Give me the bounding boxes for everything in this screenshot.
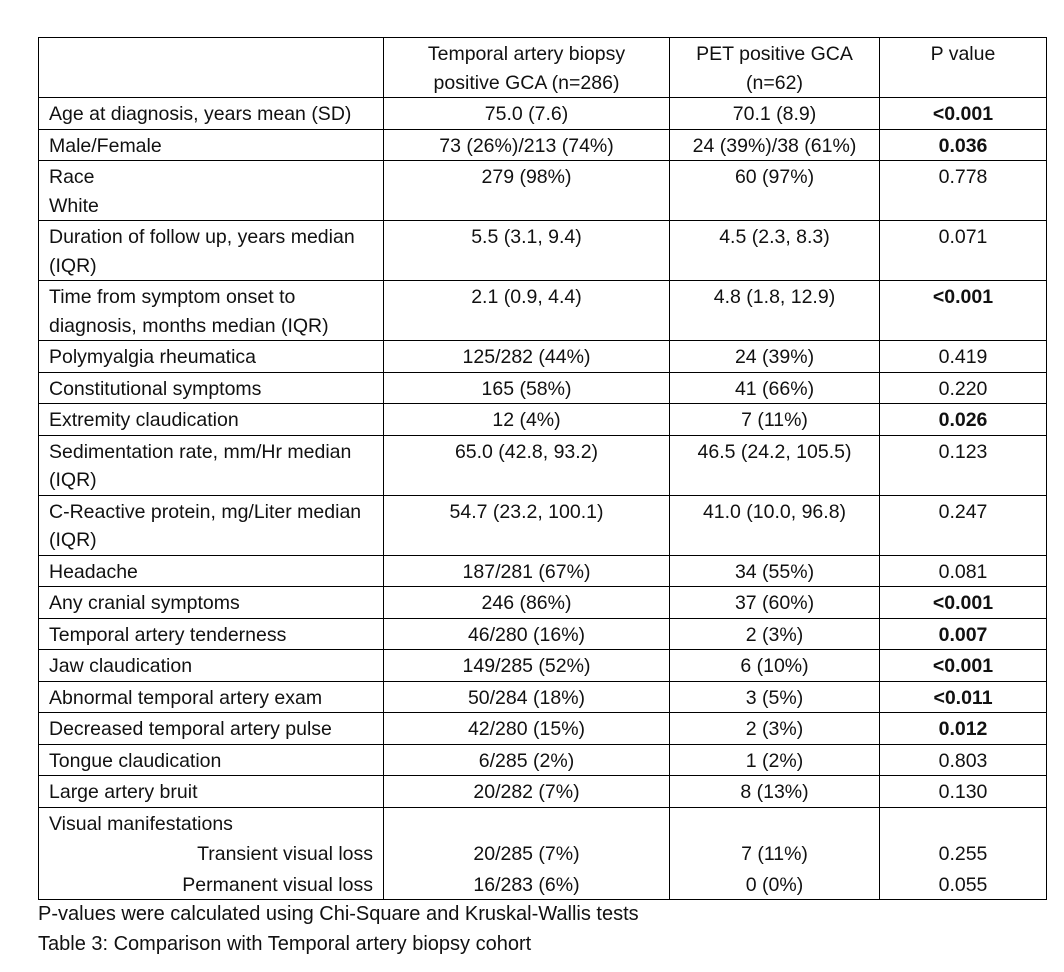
p-value-empty (880, 807, 1047, 838)
comparison-table-container (38, 37, 1046, 900)
biopsy-value: 125/282 (44%) (384, 341, 670, 373)
pet-value: 2 (3%) (670, 618, 880, 650)
pet-value: 8 (13%) (670, 776, 880, 808)
pet-value: 37 (60%) (670, 587, 880, 619)
p-value: 0.255 (880, 838, 1047, 869)
table-row (39, 618, 1047, 650)
pet-value: 60 (97%) (670, 161, 880, 221)
biopsy-value-empty (384, 807, 670, 838)
row-label: Jaw claudication (39, 650, 384, 682)
pet-value: 24 (39%)/38 (61%) (670, 129, 880, 161)
biopsy-value: 187/281 (67%) (384, 555, 670, 587)
table-footer (38, 899, 639, 959)
pet-value: 6 (10%) (670, 650, 880, 682)
row-label: Duration of follow up, years median (IQR) (39, 221, 384, 281)
p-value: 0.247 (880, 495, 1047, 555)
p-value: 0.026 (880, 404, 1047, 436)
table-header-row (39, 38, 1047, 98)
row-label: Abnormal temporal artery exam (39, 681, 384, 713)
p-value: 0.803 (880, 744, 1047, 776)
biopsy-value: 149/285 (52%) (384, 650, 670, 682)
row-label: Extremity claudication (39, 404, 384, 436)
row-label: Temporal artery tenderness (39, 618, 384, 650)
table-row (39, 129, 1047, 161)
pet-value: 34 (55%) (670, 555, 880, 587)
row-label: C-Reactive protein, mg/Liter median (IQR) (39, 495, 384, 555)
p-value: 0.081 (880, 555, 1047, 587)
biopsy-value: 54.7 (23.2, 100.1) (384, 495, 670, 555)
row-label: Decreased temporal artery pulse (39, 713, 384, 745)
footnote: P-values were calculated using Chi-Square and Kruskal-Wallis tests (38, 903, 639, 925)
pet-value: 0 (0%) (670, 869, 880, 900)
table-row (39, 650, 1047, 682)
row-label: Any cranial symptoms (39, 587, 384, 619)
pet-value: 2 (3%) (670, 713, 880, 745)
table-row (39, 713, 1047, 745)
pet-value: 1 (2%) (670, 744, 880, 776)
biopsy-value: 46/280 (16%) (384, 618, 670, 650)
header-p-line-1: P value (930, 43, 996, 65)
row-label-line: Race (49, 166, 95, 188)
header-pet-line-2: (n=62) (746, 71, 803, 94)
pet-value: 70.1 (8.9) (670, 98, 880, 130)
p-value: 0.007 (880, 618, 1047, 650)
row-label: Tongue claudication (39, 744, 384, 776)
table-row (39, 555, 1047, 587)
table-row (39, 341, 1047, 373)
header-biopsy-cohort (384, 38, 670, 98)
biopsy-value: 279 (98%) (384, 161, 670, 221)
biopsy-value: 75.0 (7.6) (384, 98, 670, 130)
table-body (39, 98, 1047, 900)
p-value: 0.419 (880, 341, 1047, 373)
p-value: 0.778 (880, 161, 1047, 221)
p-value: 0.123 (880, 435, 1047, 495)
table-row (39, 221, 1047, 281)
table-row (39, 98, 1047, 130)
biopsy-value: 16/283 (6%) (384, 869, 670, 900)
pet-value: 41 (66%) (670, 372, 880, 404)
p-value: <0.001 (880, 650, 1047, 682)
biopsy-value: 20/285 (7%) (384, 838, 670, 869)
p-value: 0.055 (880, 869, 1047, 900)
table-row (39, 587, 1047, 619)
pet-value: 3 (5%) (670, 681, 880, 713)
pet-value-empty (670, 807, 880, 838)
subrow-label: Transient visual loss (39, 838, 384, 869)
header-biopsy-line-1: Temporal artery biopsy (427, 43, 626, 65)
table-row (39, 281, 1047, 341)
table-row (39, 776, 1047, 808)
row-label: Time from symptom onset to diagnosis, months median (IQR) (39, 281, 384, 341)
table-row (39, 495, 1047, 555)
table-row-visual-group (39, 807, 1047, 838)
p-value: <0.001 (880, 98, 1047, 130)
p-value: <0.011 (880, 681, 1047, 713)
table-row (39, 404, 1047, 436)
row-label: Constitutional symptoms (39, 372, 384, 404)
row-label: Male/Female (39, 129, 384, 161)
biopsy-value: 73 (26%)/213 (74%) (384, 129, 670, 161)
table-row (39, 744, 1047, 776)
row-label: Polymyalgia rheumatica (39, 341, 384, 373)
header-pet-cohort (670, 38, 880, 98)
table-subrow (39, 869, 1047, 900)
table-row (39, 372, 1047, 404)
pet-value: 7 (11%) (670, 838, 880, 869)
pet-value: 46.5 (24.2, 105.5) (670, 435, 880, 495)
pet-value: 7 (11%) (670, 404, 880, 436)
pet-value: 4.8 (1.8, 12.9) (670, 281, 880, 341)
header-pet-line-1: PET positive GCA (696, 43, 853, 65)
p-value: 0.071 (880, 221, 1047, 281)
header-p-value (880, 38, 1047, 98)
biopsy-value: 5.5 (3.1, 9.4) (384, 221, 670, 281)
biopsy-value: 165 (58%) (384, 372, 670, 404)
pet-value: 41.0 (10.0, 96.8) (670, 495, 880, 555)
p-value: <0.001 (880, 281, 1047, 341)
biopsy-value: 65.0 (42.8, 93.2) (384, 435, 670, 495)
table-subrow (39, 838, 1047, 869)
row-label: Age at diagnosis, years mean (SD) (39, 98, 384, 130)
p-value: <0.001 (880, 587, 1047, 619)
biopsy-value: 20/282 (7%) (384, 776, 670, 808)
row-label (39, 161, 384, 221)
biopsy-value: 246 (86%) (384, 587, 670, 619)
subrow-label: Permanent visual loss (39, 869, 384, 900)
header-biopsy-line-2: positive GCA (n=286) (433, 71, 620, 94)
biopsy-value: 6/285 (2%) (384, 744, 670, 776)
biopsy-value: 12 (4%) (384, 404, 670, 436)
table-row (39, 161, 1047, 221)
row-label: Headache (39, 555, 384, 587)
pet-value: 4.5 (2.3, 8.3) (670, 221, 880, 281)
table-caption: Table 3: Comparison with Temporal artery biopsy cohort (38, 933, 532, 955)
p-value: 0.012 (880, 713, 1047, 745)
row-label-line: White (49, 194, 99, 217)
comparison-table (38, 37, 1047, 900)
pet-value: 24 (39%) (670, 341, 880, 373)
row-label: Large artery bruit (39, 776, 384, 808)
header-empty (39, 38, 384, 98)
biopsy-value: 42/280 (15%) (384, 713, 670, 745)
row-label: Visual manifestations (39, 807, 384, 838)
biopsy-value: 50/284 (18%) (384, 681, 670, 713)
row-label: Sedimentation rate, mm/Hr median (IQR) (39, 435, 384, 495)
table-row (39, 435, 1047, 495)
table-row (39, 681, 1047, 713)
p-value: 0.220 (880, 372, 1047, 404)
biopsy-value: 2.1 (0.9, 4.4) (384, 281, 670, 341)
p-value: 0.130 (880, 776, 1047, 808)
p-value: 0.036 (880, 129, 1047, 161)
